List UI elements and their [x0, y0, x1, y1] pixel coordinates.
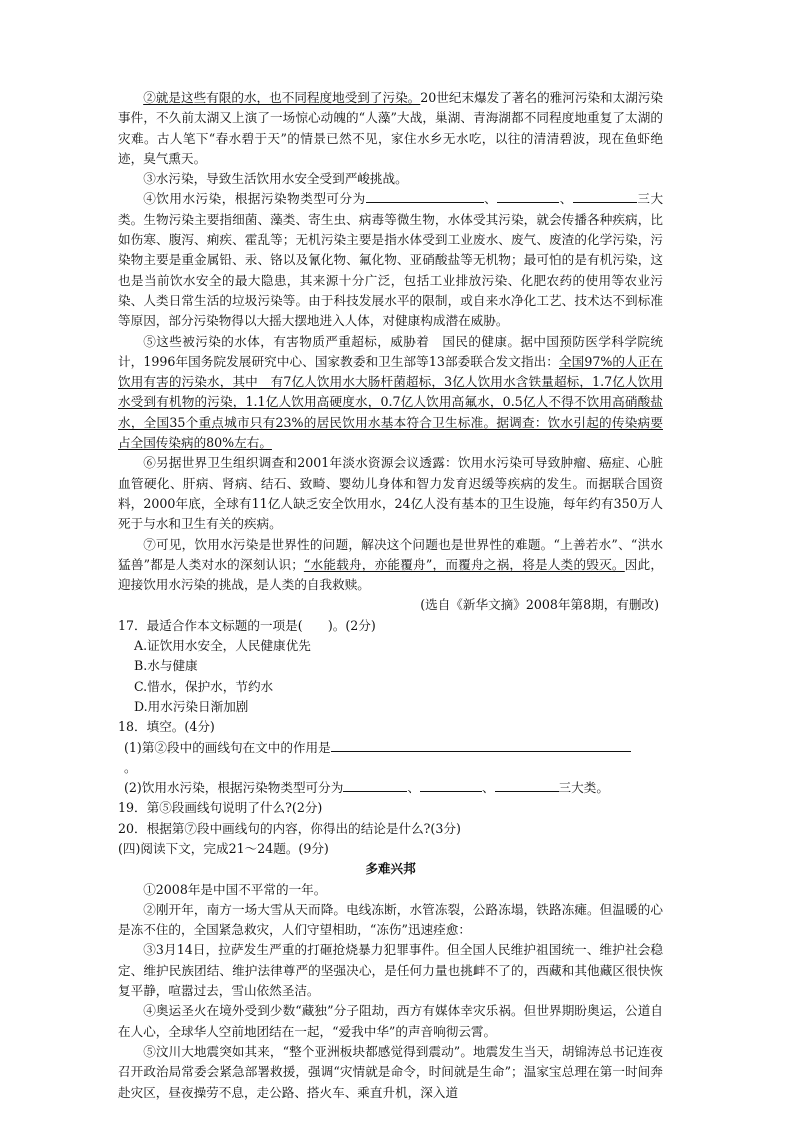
article-paragraph-2: ②刚开年，南方一场大雪从天而降。电线冻断，水管冻裂，公路冻塌，铁路冻瘫。但温暖的心是冻不住的，全国紧急救灾，人们守望相助，“冻伤”迅速痊愈：: [118, 901, 663, 938]
question-18-sub1-text: (1)第②段中的画线句在文中的作用是: [124, 739, 331, 755]
paragraph-3: ③水污染，导致生活饮用水安全受到严峻挑战。: [143, 171, 408, 187]
paragraph-7-tail: 因此，迎接饮用水污染的挑战，是人类的自我救赎。: [118, 556, 663, 593]
source-note: (选自《新华文摘》2008年第8期，有删改): [420, 597, 659, 613]
answer-blank[interactable]: [495, 779, 559, 792]
article-paragraph-5: ⑤汶川大地震突如其来，“整个亚洲板块都感觉得到震动”。地震发生当天，胡锦涛总书记连夜召开政治局常委会紧急部署救援，强调“灾情就是命令，时间就是生命”；温家宝总理在第一时间奔赴灾区，昼夜操劳不息，走公路、搭火车、乘直升机，深入道: [118, 1043, 663, 1100]
separator: 、: [559, 191, 573, 207]
paragraph-2-text: 20世纪末爆发了著名的雅河污染和太湖污染事件，不久前太湖又上演了一场惊心动魄的“人藻”大战，巢湖、青海湖都不同程度地重复了太湖的灾难。古人笔下“春水碧于天”的情景已然不见，家住水乡无水吃，以往的清清碧波，现在鱼虾绝迹，臭气熏天。: [118, 90, 664, 166]
article-title: 多难兴邦: [365, 861, 416, 877]
paragraph-5-text: ⑤这些被污染的水体，有害物质严重超标，威胁着 国民的健康。据中国预防医学科学院统计，1996年国务院发展研究中心、国家教委和卫生部等13部委联合发文指出：: [118, 333, 663, 369]
article-paragraph-4: ④奥运圣火在境外受到少数“藏独”分子阻劫，西方有媒体幸灾乐祸。但世界期盼奥运，公道自在人心，全球华人空前地团结在一起，“爱我中华”的声音响彻云霄。: [118, 1003, 663, 1039]
question-18-sub2-tail: 三大类。: [558, 780, 609, 796]
paragraph-6: ⑥另据世界卫生组织调查和2001年淡水资源会议透露：饮用水污染可导致肿瘤、癌症、心脏血管硬化、肝病、肾病、结石、致畸、婴幼儿身体和智力发育迟缓等疾病的发生。而据联合国资料，2000年底，全球有11亿人缺乏安全饮用水，24亿人没有基本的卫生设施，每年约有350万人死于与水和卫生有关的疾病。: [118, 455, 663, 532]
question-19: 19．第⑤段画线句说明了什么?(2分): [118, 800, 323, 816]
option-c[interactable]: C.惜水，保护水，节约水: [134, 678, 274, 694]
option-d[interactable]: D.用水污染日渐加剧: [134, 698, 249, 714]
separator: 、: [483, 191, 498, 207]
answer-blank[interactable]: [366, 190, 484, 203]
paragraph-5: [118, 332, 663, 454]
separator: 、: [407, 780, 420, 796]
question-18: 18．填空。(4分): [118, 719, 215, 735]
paragraph-4-lead: ④饮用水污染，根据污染物类型可分为: [143, 191, 366, 207]
question-20: 20．根据第⑦段中画线句的内容，你得出的结论是什么?(3分): [118, 820, 461, 836]
question-18-sub2-text: (2)饮用水污染，根据污染物类型可分为: [124, 780, 344, 796]
separator: 、: [481, 780, 495, 796]
document-page: [118, 88, 663, 1103]
answer-blank[interactable]: [497, 190, 559, 203]
paragraph-2: [118, 88, 663, 169]
question-18-sub1: [118, 738, 663, 779]
period: 。: [124, 759, 137, 775]
underlined-sentence-7: “水能载舟，亦能覆舟”，而覆舟之祸，将是人类的毁灭。: [303, 556, 625, 572]
answer-blank[interactable]: [343, 779, 407, 792]
answer-blank[interactable]: [331, 739, 631, 752]
section-4-heading: (四)阅读下文，完成21～24题。(9分): [118, 840, 329, 856]
paragraph-4-tail: 三大类。: [118, 191, 664, 227]
article-paragraph-1: ①2008年是中国不平常的一年。: [143, 881, 327, 897]
underlined-sentence-2: ②就是这些有限的水，也不同程度地受到了污染。: [143, 90, 421, 105]
paragraph-7: [118, 535, 663, 596]
question-17: 17．最适合作本文标题的一项是( )。(2分): [118, 617, 376, 633]
option-b[interactable]: B.水与健康: [134, 658, 198, 674]
question-18-sub2: [118, 778, 663, 798]
article-paragraph-3: ③3月14日，拉萨发生严重的打砸抢烧暴力犯罪事件。但全国人民维护祖国统一、维护社会稳定、维护民族团结、维护法律尊严的坚强决心，是任何力量也挑衅不了的，西藏和其他藏区很快恢复平静，喧嚣过去，雪山依然圣洁。: [118, 942, 663, 999]
paragraph-7-text: ⑦可见，饮用水污染是世界性的问题，解决这个问题也是世界性的难题。“上善若水”、“洪水猛兽”都是人类对水的深刻认识；: [118, 536, 663, 572]
answer-blank[interactable]: [573, 190, 637, 203]
answer-blank[interactable]: [420, 779, 482, 792]
paragraph-4-body: 生物污染主要指细菌、藻类、寄生虫、病毒等微生物，水体受其污染，就会传播各种疾病，比如伤寒、腹泻、痢疾、霍乱等；无机污染主要是指水体受到工业废水、废气、废渣的化学污染，污染物主要是重金属铅、汞、铬以及氰化物、氟化物、亚硝酸盐等无机物；最可怕的是有机污染，这也是当前饮水安全的最大隐患，其来源十分广泛，包括工业排放污染、化肥农药的使用等农业污染、人类日常生活的垃圾污染等。由于科技发展水平的限制，或自来水净化工艺、技术达不到标准等原因，部分污染物得以大摇大摆地进入人体，对健康构成潜在威胁。: [118, 211, 664, 329]
paragraph-4: [118, 189, 663, 331]
underlined-sentence-5: 全国97%的人正在饮用有害的污染水，其中 有7亿人饮用水大肠杆菌超标，3亿人饮用水含铁量超标，1.7亿人饮用水受到有机物的污染，1.1亿人饮用高硬度水，0.7亿人饮用高氟水，0.5亿人不得不饮用高硝酸盐水，全国35个重点城市只有23%的居民饮用水基本符合卫生标准。据调查：饮水引起的传染病要占全国传染病的80%左右。: [118, 353, 663, 451]
option-a[interactable]: A.证饮用水安全，人民健康优先: [134, 638, 311, 654]
